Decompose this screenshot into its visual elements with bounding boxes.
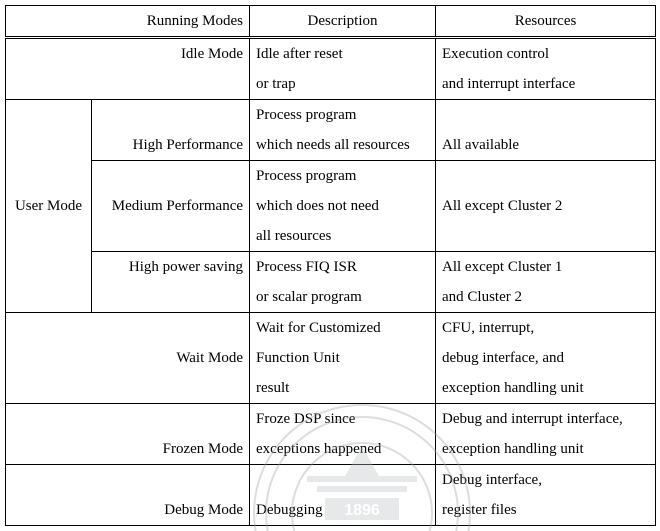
running-modes-table (5, 5, 656, 526)
mode-wait: Wait Mode (6, 313, 250, 404)
table-header-row (6, 6, 656, 38)
resources-frozen: Debug and interrupt interface, exception handling unit (436, 404, 656, 465)
description-wait: Wait for Customized Function Unit result (250, 313, 436, 404)
seal-year: 1896 (344, 502, 380, 519)
header-running-modes: Running Modes (6, 6, 250, 38)
table-row-medium-performance (6, 161, 656, 252)
description-debug: Debugging (250, 465, 436, 526)
description-high-power-saving: Process FIQ ISR or scalar program (250, 252, 436, 313)
mode-high-power-saving: High power saving (92, 252, 250, 313)
description-frozen: Froze DSP since exceptions happened (250, 404, 436, 465)
resources-wait: CFU, interrupt, debug interface, and exception handling unit (436, 313, 656, 404)
header-description: Description (250, 6, 436, 38)
table-row-wait (6, 313, 656, 404)
table-row-idle (6, 38, 656, 100)
table-row-debug (6, 465, 656, 526)
table-row-high-power-saving (6, 252, 656, 313)
header-resources: Resources (436, 6, 656, 38)
mode-frozen: Frozen Mode (6, 404, 250, 465)
mode-idle: Idle Mode (6, 38, 250, 100)
resources-idle: Execution control and interrupt interface (436, 38, 656, 100)
resources-medium-performance: All except Cluster 2 (436, 161, 656, 252)
mode-medium-performance: Medium Performance (92, 161, 250, 252)
resources-high-performance: All available (436, 100, 656, 161)
resources-high-power-saving: All except Cluster 1 and Cluster 2 (436, 252, 656, 313)
resources-debug: Debug interface, register files (436, 465, 656, 526)
mode-high-performance: High Performance (92, 100, 250, 161)
user-mode-label: User Mode (6, 100, 92, 313)
table-row-frozen (6, 404, 656, 465)
description-high-performance: Process program which needs all resources (250, 100, 436, 161)
description-idle: Idle after reset or trap (250, 38, 436, 100)
table-row-high-performance (6, 100, 656, 161)
description-medium-performance: Process program which does not need all resources (250, 161, 436, 252)
mode-debug: Debug Mode (6, 465, 250, 526)
